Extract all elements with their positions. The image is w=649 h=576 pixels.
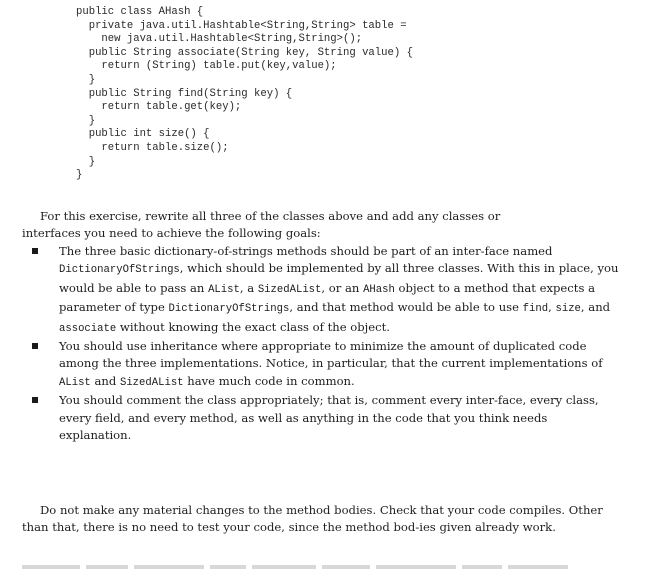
bullet-text: , and that method would be able to use <box>289 300 523 315</box>
code-line: public String find(String key) { <box>76 87 293 100</box>
list-item <box>32 392 622 444</box>
code-line: } <box>76 114 96 127</box>
bullet-text: , and <box>580 300 611 315</box>
code-line: private java.util.Hashtable<String,String> table = <box>76 19 407 32</box>
faded-word <box>376 565 456 569</box>
bullet-text: have much code in common. <box>183 373 355 388</box>
bullet-text: The three basic dictionary-of-strings methods should be part of an inter-face named <box>59 244 553 258</box>
code-term: DictionaryOfStrings <box>168 303 290 316</box>
closing-text: Do not make any material changes to the method bodies. Check that your code compiles. Other than that, there is no need to test your code, since the method bod-ies given already work. <box>22 503 603 535</box>
faded-word <box>210 565 246 569</box>
bullet-text: and <box>90 373 120 388</box>
bullet-text: , or an <box>321 280 364 295</box>
code-listing <box>76 6 413 183</box>
faded-word <box>134 565 204 569</box>
bullet-square-icon <box>32 248 38 254</box>
code-line: } <box>76 73 96 86</box>
code-line: return table.size(); <box>76 141 229 154</box>
bullet-text: You should comment the class appropriately; that is, comment every inter-face, every class, every field, and every method, as well as anything in the code that you think needs explanation. <box>59 393 599 443</box>
code-term: AList <box>208 283 240 296</box>
code-term: AHash <box>363 283 395 296</box>
code-line: } <box>76 155 96 168</box>
bullet-square-icon <box>32 343 38 349</box>
code-line: public int size() { <box>76 128 210 141</box>
faded-word <box>322 565 370 569</box>
cut-off-text-line <box>22 565 582 575</box>
code-line: public class AHash { <box>76 6 204 18</box>
code-line: return table.get(key); <box>76 101 242 114</box>
goals-list <box>32 243 622 444</box>
code-term: size <box>555 303 581 316</box>
bullet-text: object to a method that expects a parameter of type <box>59 280 595 315</box>
faded-word <box>252 565 316 569</box>
code-term: SizedAList <box>119 376 184 389</box>
code-term: associate <box>59 322 117 335</box>
intro-paragraph <box>22 208 622 243</box>
closing-paragraph <box>22 502 622 537</box>
faded-word <box>508 565 568 569</box>
bullet-text: , which should be implemented by all three classes. With this in place, you would be able to pass an <box>59 261 619 295</box>
faded-word <box>462 565 502 569</box>
code-line: public String associate(String key, String value) { <box>76 46 413 59</box>
code-line: } <box>76 169 83 182</box>
bullet-text: , <box>548 300 556 315</box>
bullet-square-icon <box>32 397 38 403</box>
code-line: return (String) table.put(key,value); <box>76 60 337 73</box>
intro-line-2: interfaces you need to achieve the following goals: <box>22 226 321 241</box>
faded-word <box>86 565 128 569</box>
code-term: find <box>522 303 549 316</box>
code-line: new java.util.Hashtable<String,String>(); <box>76 33 363 46</box>
code-term: SizedAList <box>257 283 322 296</box>
list-item <box>32 338 622 392</box>
bullet-text: without knowing the exact class of the object. <box>116 319 390 334</box>
code-term: DictionaryOfStrings <box>59 264 180 277</box>
intro-line-1: For this exercise, rewrite all three of the classes above and add any classes or <box>40 209 501 223</box>
faded-word <box>22 565 80 569</box>
bullet-text: , a <box>239 280 258 295</box>
list-item <box>32 243 622 338</box>
bullet-text: You should use inheritance where appropriate to minimize the amount of duplicated code among the three implementations. Notice, in particular, that the current implementations of <box>59 339 603 371</box>
code-term: AList <box>59 376 91 389</box>
